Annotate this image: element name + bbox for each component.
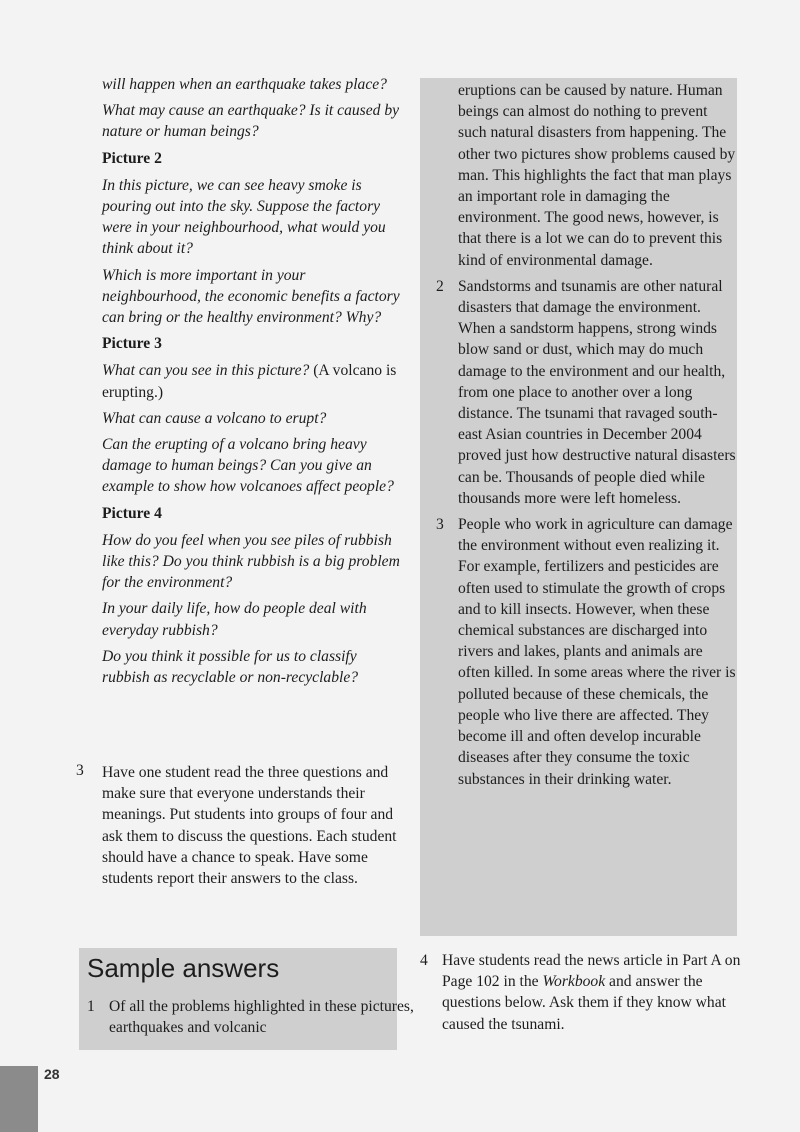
picture-4-question-1: How do you feel when you see piles of rubbish like this? Do you think rubbish is a big problem for the environment?	[102, 531, 400, 592]
picture-3-question-1-answer: (A volcano is erupting.)	[102, 362, 397, 401]
picture-3-question-1	[102, 360, 402, 402]
instruction-3-text: Have one student read the three questions and make sure that everyone understands their meanings. Put students into groups of four and ask them to discuss the questions. Each student should have a chance to speak. Have some students report their answers to the class.	[102, 764, 397, 888]
picture-3-question-1-italic: What can you see in this picture?	[102, 362, 310, 380]
page-number: 28	[44, 1066, 60, 1082]
sample-answer-1-text: Of all the problems highlighted in these pictures, earthquakes and volcanic	[109, 998, 414, 1037]
instruction-4-text-after: and answer the questions below. Ask them if they know what caused the tsunami.	[442, 973, 726, 1033]
sample-answer-2-text: Sandstorms and tsunamis are other natural disasters that damage the environment. When a sandstorm happens, strong winds blow sand or dust, which may do much damage to the environment and our health, from one place to another over a long distance. The tsunami that ravaged south-east Asian countries in December 2004 proved just how destructive natural disasters can be. Thousands of people died while thousands more were left homeless.	[458, 277, 736, 507]
instruction-4-number: 4	[420, 952, 428, 969]
sample-answer-2-number: 2	[436, 277, 444, 295]
instruction-4-text-before: Have students read the news article in Part A on Page 102 in the	[442, 952, 741, 991]
picture-3-heading: Picture 3	[102, 335, 162, 353]
sample-answer-3-number: 3	[436, 516, 444, 534]
page-edge-strip	[0, 1066, 38, 1132]
earthquake-question-2: What may cause an earthquake? Is it caused by nature or human beings?	[102, 102, 400, 141]
earthquake-question-1: will happen when an earthquake takes place?	[102, 76, 387, 93]
sample-answer-1	[87, 996, 414, 1038]
right-column	[436, 80, 736, 795]
left-column	[102, 74, 402, 693]
picture-3-question-2: What can cause a volcano to erupt?	[102, 409, 327, 427]
sample-answer-3	[436, 514, 736, 790]
picture-4-heading: Picture 4	[102, 504, 162, 522]
picture-2-question-1: In this picture, we can see heavy smoke is pouring out into the sky. Suppose the factory were in your neighbourhood, what would you think about it?	[102, 176, 386, 258]
sample-answer-1-continuation: eruptions can be caused by nature. Human beings can almost do nothing to prevent such natural disasters from happening. The other two pictures show problems caused by man. This highlights the fact that man plays an important role in damaging the environment. The good news, however, is that there is a lot we can do to prevent this kind of environmental damage.	[458, 82, 736, 269]
instruction-3-number: 3	[76, 762, 84, 779]
instruction-4-workbook: Workbook	[542, 973, 606, 991]
picture-4-question-3: Do you think it possible for us to classify rubbish as recyclable or non-recyclable?	[102, 647, 359, 687]
picture-3-question-3: Can the erupting of a volcano bring heavy damage to human beings? Can you give an example to show how volcanoes affect people?	[102, 436, 394, 496]
sample-answers-title: Sample answers	[87, 953, 280, 983]
picture-2-question-2: Which is more important in your neighbourhood, the economic benefits a factory can bring or the healthy environment? Why?	[102, 266, 400, 327]
picture-2-heading: Picture 2	[102, 149, 162, 167]
sample-answer-2	[436, 276, 736, 509]
sample-answer-1-number: 1	[87, 998, 95, 1015]
instruction-4	[420, 950, 762, 1035]
picture-4-question-2: In your daily life, how do people deal with everyday rubbish?	[102, 600, 367, 639]
sample-answer-3-text: People who work in agriculture can damage the environment without even realizing it. For example, fertilizers and pesticides are often used to stimulate the growth of crops and to kill insects. However, when these chemical substances are discharged into rivers and lakes, plants and animals are often killed. In some areas where the river is polluted because of these chemicals, the people who live there are affected. They become ill and often develop incurable diseases after they consume the toxic substances in their drinking water.	[458, 516, 736, 788]
